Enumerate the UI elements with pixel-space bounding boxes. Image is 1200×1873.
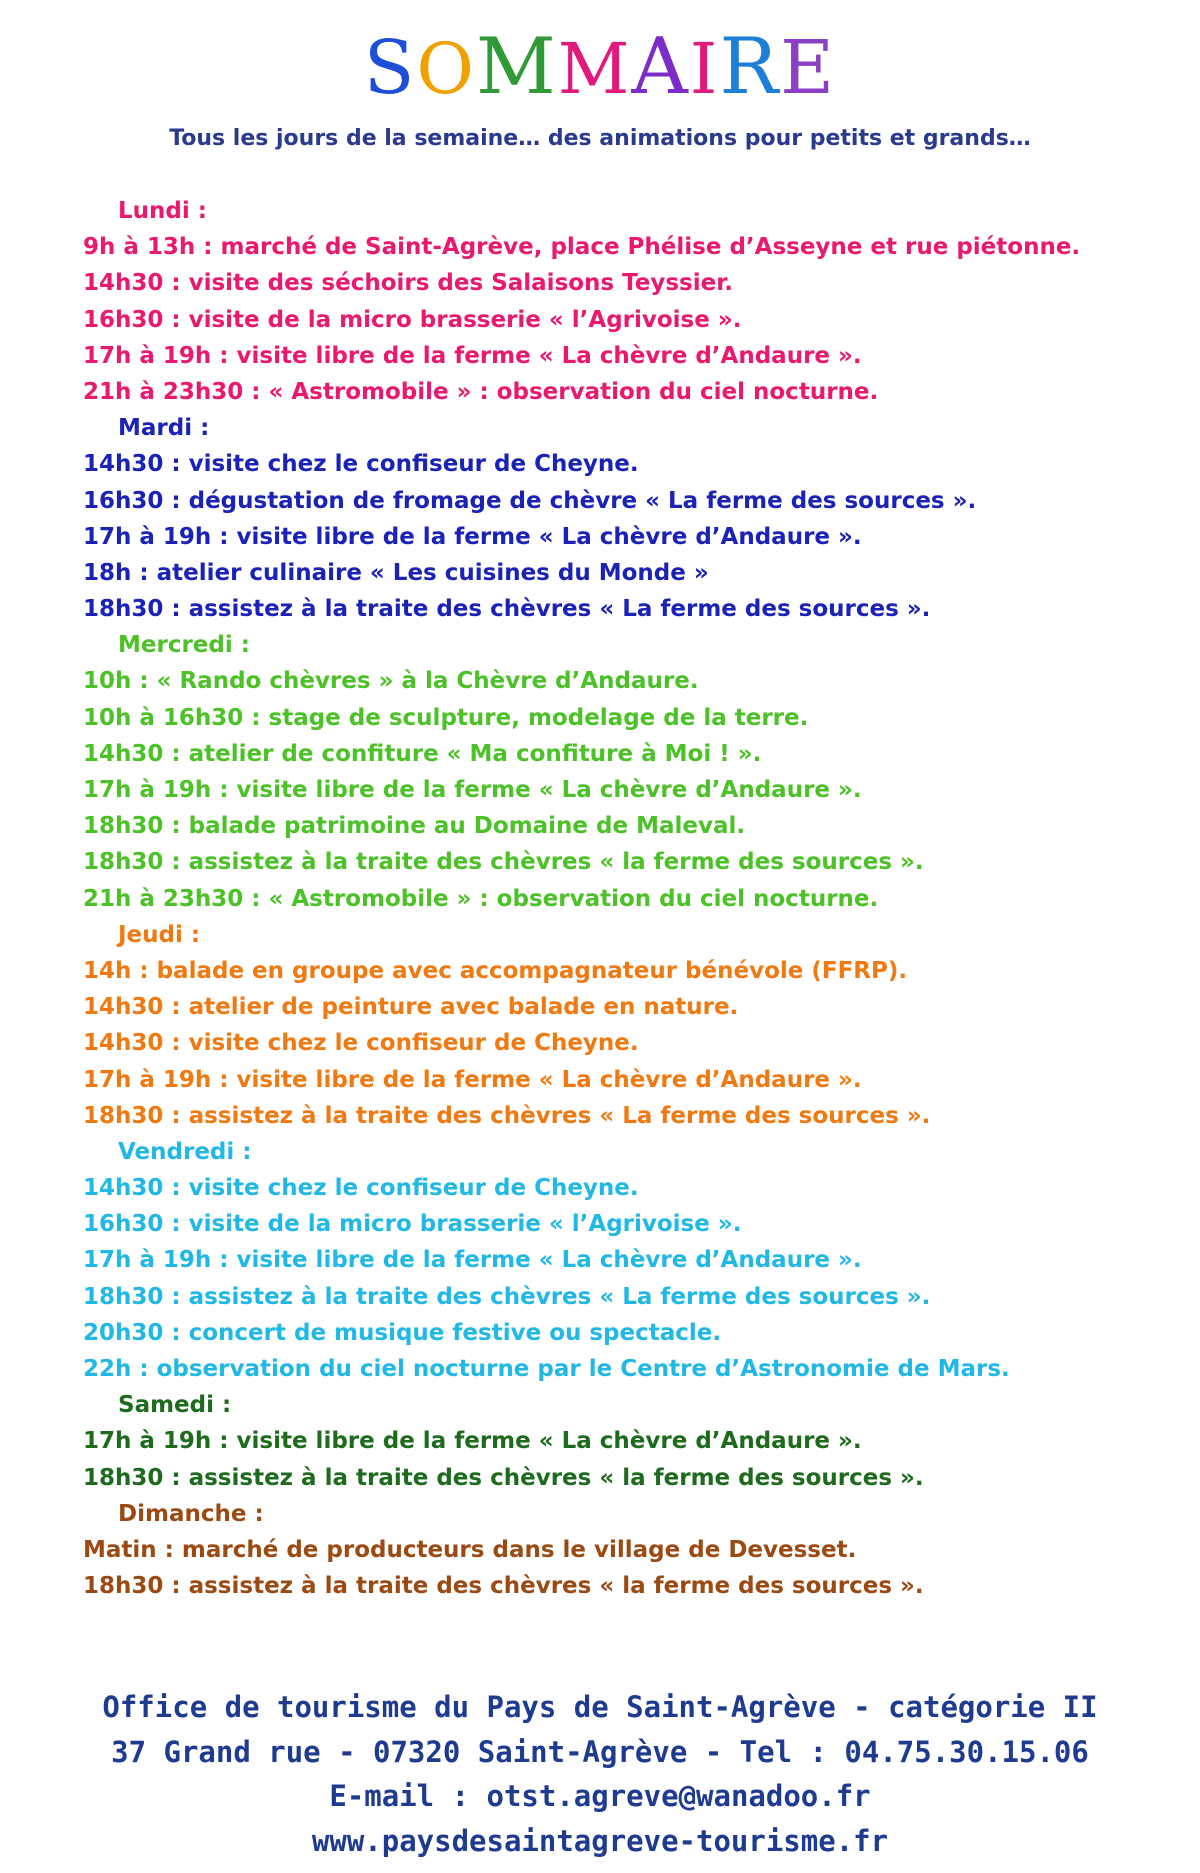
day-heading: Dimanche : [118,1500,264,1527]
footer-contact [0,1685,1200,1863]
day-heading: Vendredi : [118,1138,252,1165]
schedule-item: 10h : « Rando chèvres » à la Chèvre d’Andaure. [83,668,699,695]
day-heading: Mardi : [118,415,210,442]
day-heading: Lundi : [118,198,207,224]
title-letter: E [780,25,837,111]
title-letter: I [689,28,720,110]
schedule-item: 16h30 : visite de la micro brasserie « l’Agrivoise ». [83,1211,742,1238]
schedule-item: 14h : balade en groupe avec accompagnateur bénévole (FFRP). [83,957,908,984]
title-letter: R [719,22,781,112]
schedule-item: 17h à 19h : visite libre de la ferme « La chèvre d’Andaure ». [83,342,862,369]
schedule-item: 18h30 : balade patrimoine au Domaine de Maleval. [83,813,746,840]
schedule-item: 17h à 19h : visite libre de la ferme « La chèvre d’Andaure ». [83,1066,862,1093]
title-letter: S [363,25,417,111]
schedule-item: 20h30 : concert de musique festive ou spectacle. [83,1319,722,1346]
schedule-item: 17h à 19h : visite libre de la ferme « La chèvre d’Andaure ». [83,1428,862,1455]
schedule-item: 14h30 : visite chez le confiseur de Cheyne. [83,451,639,478]
schedule-item: 10h à 16h30 : stage de sculpture, modelage de la terre. [83,704,809,731]
footer-address: 37 Grand rue - 07320 Saint-Agrève - Tel : 04.75.30.15.06 [111,1734,1089,1769]
schedule-item: 22h : observation du ciel nocturne par le Centre d’Astronomie de Mars. [83,1356,1010,1382]
subtitle: Tous les jours de la semaine… des animations pour petits et grands… [169,126,1031,151]
day-heading: Jeudi : [118,921,201,948]
schedule-item: 9h à 13h : marché de Saint-Agrève, place Phélise d’Asseyne et rue piétonne. [83,234,1081,261]
schedule-item: 18h30 : assistez à la traite des chèvres « la ferme des sources ». [83,849,924,876]
schedule-item: 14h30 : visite des séchoirs des Salaisons Teyssier. [83,270,734,297]
schedule-item: 18h30 : assistez à la traite des chèvres « la ferme des sources ». [83,1464,924,1491]
day-heading: Mercredi : [118,632,250,659]
schedule-item: 21h à 23h30 : « Astromobile » : observation du ciel nocturne. [83,378,879,405]
schedule-item: 14h30 : visite chez le confiseur de Cheyne. [83,1030,639,1057]
footer-website[interactable]: www.paysdesaintagreve-tourisme.fr [311,1823,889,1858]
title-letter: M [475,22,558,112]
schedule-item: 17h à 19h : visite libre de la ferme « La chèvre d’Andaure ». [83,523,862,550]
schedule-item: Matin : marché de producteurs dans le village de Devesset. [83,1536,857,1563]
schedule-item: 18h30 : assistez à la traite des chèvres « La ferme des sources ». [83,596,931,623]
title-letter: M [557,28,632,110]
day-heading: Samedi : [118,1392,232,1419]
schedule-item: 14h30 : atelier de peinture avec balade en nature. [83,994,739,1021]
schedule-item: 21h à 23h30 : « Astromobile » : observation du ciel nocturne. [83,885,879,912]
schedule-item: 18h30 : assistez à la traite des chèvres « La ferme des sources ». [83,1283,931,1310]
title-letter: O [416,28,476,110]
title-letter: A [631,22,690,112]
schedule-item: 17h à 19h : visite libre de la ferme « La chèvre d’Andaure ». [83,777,862,803]
schedule-item: 18h30 : assistez à la traite des chèvres « la ferme des sources ». [83,1573,924,1600]
footer-email[interactable]: E-mail : otst.agreve@wanadoo.fr [329,1779,871,1813]
page-title [0,22,1200,114]
schedule-item: 18h30 : assistez à la traite des chèvres « La ferme des sources ». [83,1102,931,1129]
schedule-item: 14h30 : atelier de confiture « Ma confiture à Moi ! ». [83,740,762,767]
schedule-item: 14h30 : visite chez le confiseur de Cheyne. [83,1175,639,1202]
schedule-item: 18h : atelier culinaire « Les cuisines du Monde » [83,559,709,586]
schedule-item: 17h à 19h : visite libre de la ferme « La chèvre d’Andaure ». [83,1247,862,1274]
schedule-item: 16h30 : dégustation de fromage de chèvre « La ferme des sources ». [83,487,977,514]
weekly-schedule [83,193,1183,1604]
footer-office-name: Office de tourisme du Pays de Saint-Agrève - catégorie II [102,1690,1098,1724]
schedule-item: 16h30 : visite de la micro brasserie « l’Agrivoise ». [83,306,742,333]
